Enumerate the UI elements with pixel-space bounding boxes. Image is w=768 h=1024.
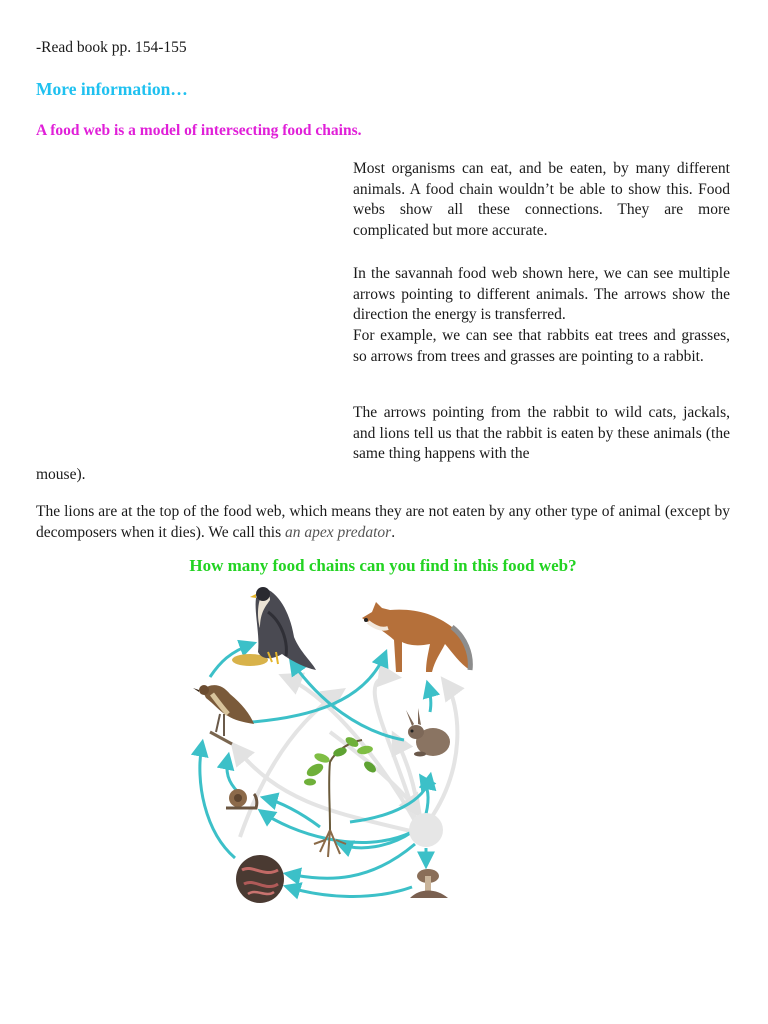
arrow-decomposer-to-worm [288, 844, 415, 878]
falcon-icon [232, 587, 316, 670]
decomposer-node-icon [409, 813, 443, 847]
food-web-diagram [190, 582, 480, 920]
food-web-definition: A food web is a model of intersecting food chains. [36, 122, 362, 139]
reading-assignment: -Read book pp. 154-155 [36, 39, 187, 56]
grey-arrows [235, 677, 457, 837]
fox-icon [362, 602, 470, 672]
more-info-heading: More information… [36, 79, 188, 99]
paragraph-savannah-example: For example, we can see that rabbits eat trees and grasses, so arrows from trees and grasses are pointing to a rabbit. [353, 327, 730, 365]
paragraph-rabbit-arrows-tail: mouse). [36, 466, 86, 483]
arrow-mushroom-to-worm [288, 887, 412, 896]
earthworms-icon [236, 855, 284, 903]
rabbit-icon [406, 708, 450, 757]
apex-predator-term: an apex predator [285, 523, 392, 541]
grey-arrow [240, 692, 340, 837]
arrow-decomposer-to-plant [340, 832, 412, 848]
arrow-thrush-to-fox [252, 654, 385, 722]
paragraph-rabbit-arrows: The arrows pointing from the rabbit to wild cats, jackals, and lions tell us that the rabbit is eaten by these animals (the same thing happens with the [353, 404, 730, 463]
arrow-rabbit-to-fox [428, 685, 431, 712]
thrush-icon [193, 685, 254, 744]
apex-period: . [391, 523, 396, 541]
food-chain-question: How many food chains can you find in this food web? [189, 556, 577, 575]
grey-arrow [285, 677, 418, 826]
paragraph-savannah [353, 264, 730, 368]
arrow-snail-to-thrush [227, 757, 238, 792]
paragraph-apex-predator [36, 502, 730, 543]
mushroom-icon [410, 869, 448, 898]
paragraph-organisms: Most organisms can eat, and be eaten, by many different animals. A food chain wouldn’t be able to show this. Food webs show all these connections. They are more complicated but more accurate. [353, 160, 730, 240]
apex-text: The lions are at the top of the food web, which means they are not eaten by any other type of animal (except by decomposers when it dies). We call this [36, 503, 730, 541]
paragraph-savannah-arrows: In the savannah food web shown here, we can see multiple arrows pointing to different animals. The arrows show the direction the energy is transferred. [353, 265, 730, 324]
plant-icon [304, 735, 378, 857]
